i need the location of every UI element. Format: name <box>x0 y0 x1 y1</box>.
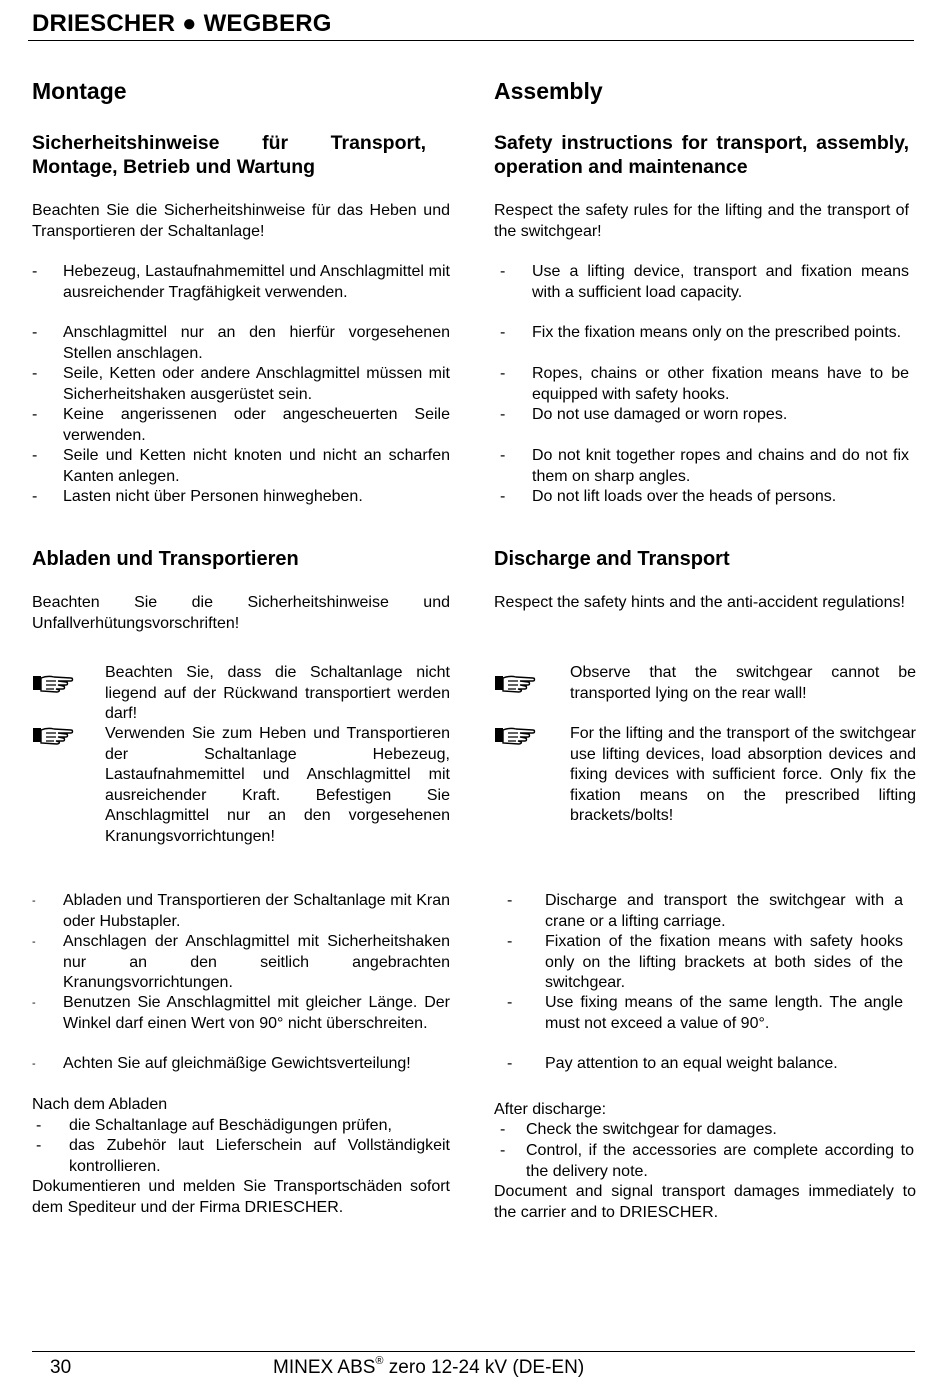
section-title-en: Assembly <box>494 78 603 104</box>
note-en-1: Observe that the switchgear cannot be transported lying on the rear wall! <box>570 664 916 702</box>
footer-divider <box>32 1351 915 1352</box>
list-item: - Seile und Ketten nicht knoten und nicht an scharfen Kanten anlegen. <box>32 447 450 485</box>
list-item: - Ropes, chains or other fixation means have to be equipped with safety hooks. <box>500 365 909 403</box>
safety-intro-en: Respect the safety rules for the lifting and the transport of the switchgear! <box>494 202 909 240</box>
note-de-1: Beachten Sie, dass die Schaltanlage nicht liegend auf der Rückwand transportiert werden darf! <box>105 664 450 722</box>
after-text-de: Dokumentieren und melden Sie Transportschäden sofort dem Spediteur und der Firma DRIESCHER. <box>32 1178 450 1216</box>
list-item: - Abladen und Transportieren der Schaltanlage mit Kran oder Hubstapler. <box>32 892 450 930</box>
list-item: - die Schaltanlage auf Beschädigungen prüfen, <box>36 1117 392 1134</box>
list-item: - Do not lift loads over the heads of persons. <box>500 488 837 505</box>
list-item: - Hebezeug, Lastaufnahmemittel und Anschlagmittel mit ausreichender Tragfähigkeit verwenden. <box>32 263 450 301</box>
list-item: - Do not knit together ropes and chains and do not fix them on sharp angles. <box>500 447 909 485</box>
discharge-intro-en: Respect the safety hints and the anti-accident regulations! <box>494 594 905 611</box>
list-item: - Fixation of the fixation means with safety hooks only on the lifting brackets at both sides of the switchgear. <box>507 933 903 991</box>
discharge-heading-de: Abladen und Transportieren <box>32 548 299 570</box>
pointing-hand-icon <box>32 725 74 745</box>
list-item: - Control, if the accessories are complete according to the delivery note. <box>500 1142 914 1180</box>
list-item: - Pay attention to an equal weight balance. <box>507 1055 838 1072</box>
note-de-2: Verwenden Sie zum Heben und Transportieren der Schaltanlage Hebezeug, Lastaufnahmemittel und Anschlagmittel mit ausreichender Kraft. Befestigen Sie Anschlagmittel nur an den vorgesehenen Kranungsvorrichtungen! <box>105 725 450 845</box>
safety-heading-de: Sicherheitshinweise für Transport, Montage, Betrieb und Wartung <box>32 132 426 178</box>
discharge-intro-de: Beachten Sie die Sicherheitshinweise und Unfallverhütungsvorschriften! <box>32 594 450 632</box>
after-text-en: Document and signal transport damages immediately to the carrier and to DRIESCHER. <box>494 1183 916 1221</box>
page-number: 30 <box>50 1357 72 1378</box>
list-item: - Seile, Ketten oder andere Anschlagmittel müssen mit Sicherheitshaken ausgerüstet sein. <box>32 365 450 403</box>
document-title: MINEX ABS® zero 12-24 kV (DE-EN) <box>273 1355 585 1378</box>
safety-heading-en: Safety instructions for transport, assembly, operation and maintenance <box>494 132 909 178</box>
list-item: - das Zubehör laut Lieferschein auf Vollständigkeit kontrollieren. <box>36 1137 450 1175</box>
page-header <box>28 8 914 41</box>
list-item: - Benutzen Sie Anschlagmittel mit gleicher Länge. Der Winkel darf einen Wert von 90° nicht überschreiten. <box>32 994 450 1032</box>
pointing-hand-icon <box>32 673 74 693</box>
list-item: - Do not use damaged or worn ropes. <box>500 406 788 423</box>
list-item: - Fix the fixation means only on the prescribed points. <box>500 324 902 341</box>
brand-name: DRIESCHER ● WEGBERG <box>32 10 332 37</box>
list-item: - Discharge and transport the switchgear with a crane or a lifting carriage. <box>507 892 903 930</box>
pointing-hand-icon <box>494 725 536 745</box>
after-label-en: After discharge: <box>494 1101 607 1118</box>
discharge-heading-en: Discharge and Transport <box>494 548 730 570</box>
list-item: - Check the switchgear for damages. <box>500 1121 777 1138</box>
pointing-hand-icon <box>494 673 536 693</box>
note-en-2: For the lifting and the transport of the switchgear use lifting devices, load absorption devices and fixing devices with sufficient force. Only fix the fixation means on the prescribed lifting brackets/bolts! <box>570 725 916 824</box>
list-item: - Anschlagmittel nur an den hierfür vorgesehenen Stellen anschlagen. <box>32 324 450 362</box>
list-item: - Lasten nicht über Personen hinwegheben. <box>32 488 363 505</box>
section-title-de: Montage <box>32 78 127 104</box>
list-item: - Keine angerissenen oder angescheuerten Seile verwenden. <box>32 406 450 444</box>
list-item: - Achten Sie auf gleichmäßige Gewichtsverteilung! <box>32 1055 411 1072</box>
list-item: - Anschlagen der Anschlagmittel mit Sicherheitshaken nur an den seitlich angebrachten Kranungsvorrichtungen. <box>32 933 450 991</box>
safety-intro-de: Beachten Sie die Sicherheitshinweise für das Heben und Transportieren der Schaltanlage! <box>32 202 450 240</box>
list-item: - Use fixing means of the same length. The angle must not exceed a value of 90°. <box>507 994 903 1032</box>
list-item: - Use a lifting device, transport and fixation means with a sufficient load capacity. <box>500 263 909 301</box>
after-label-de: Nach dem Abladen <box>32 1096 168 1113</box>
